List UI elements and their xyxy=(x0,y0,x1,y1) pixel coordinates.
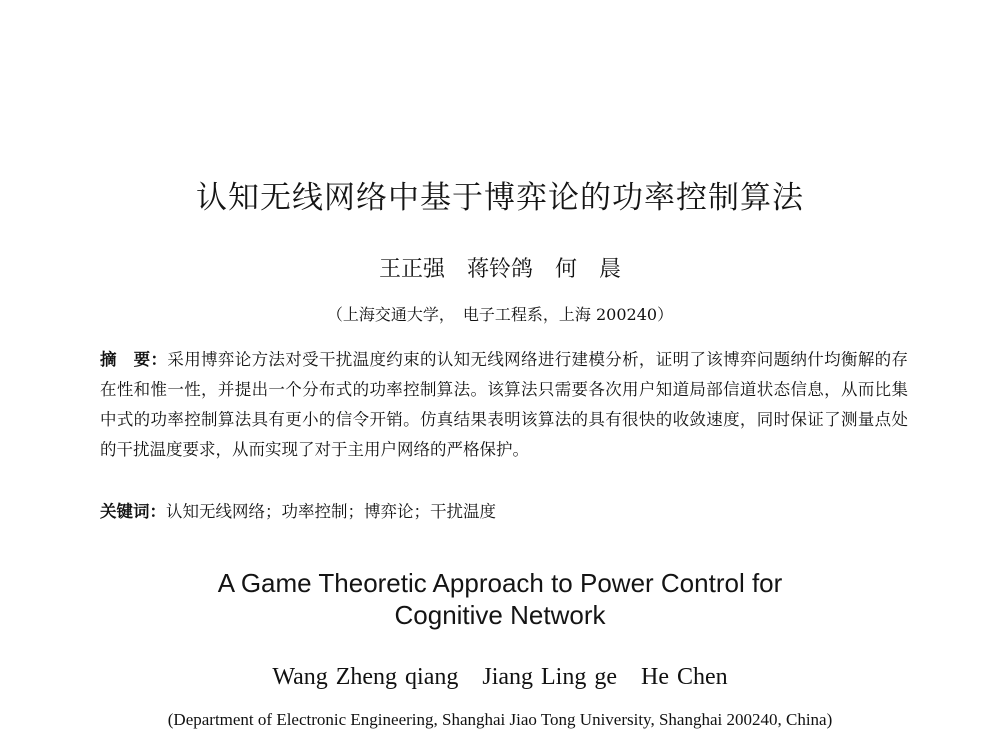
chinese-keywords xyxy=(100,500,496,524)
english-affiliation: (Department of Electronic Engineering, Shanghai Jiao Tong University, Shanghai 200240, China) xyxy=(167,710,833,729)
keywords-label: 关键词： xyxy=(100,502,166,521)
english-title xyxy=(0,567,1000,631)
english-title-line-1: A Game Theoretic Approach to Power Control for xyxy=(217,568,783,598)
abstract-label: 摘 要： xyxy=(100,350,168,369)
abstract-text: 采用博弈论方法对受干扰温度约束的认知无线网络进行建模分析，证明了该博弈问题纳什均衡解的存在性和惟一性，并提出一个分布式的功率控制算法。该算法只需要各次用户知道局部信道状态信息，从而比集中式的功率控制算法具有更小的信令开销。仿真结果表明该算法的具有很快的收敛速度，同时保证了测量点处的干扰温度要求，从而实现了对于主用户网络的严格保护。 xyxy=(100,350,909,459)
english-author-3: He Chen xyxy=(641,664,728,690)
keywords-text: 认知无线网络；功率控制；博弈论；干扰温度 xyxy=(166,502,496,521)
english-author-2: Jiang Ling ge xyxy=(482,664,617,690)
chinese-affiliation: （上海交通大学， 电子工程系，上海 200240） xyxy=(326,305,674,324)
english-authors xyxy=(0,664,1000,691)
english-title-line-2: Cognitive Network xyxy=(394,600,606,630)
chinese-abstract xyxy=(100,345,908,465)
chinese-authors: 王正强 蒋铃鸽 何 晨 xyxy=(378,257,621,282)
chinese-title: 认知无线网络中基于博弈论的功率控制算法 xyxy=(196,180,804,216)
english-author-1: Wang Zheng qiang xyxy=(272,664,459,690)
